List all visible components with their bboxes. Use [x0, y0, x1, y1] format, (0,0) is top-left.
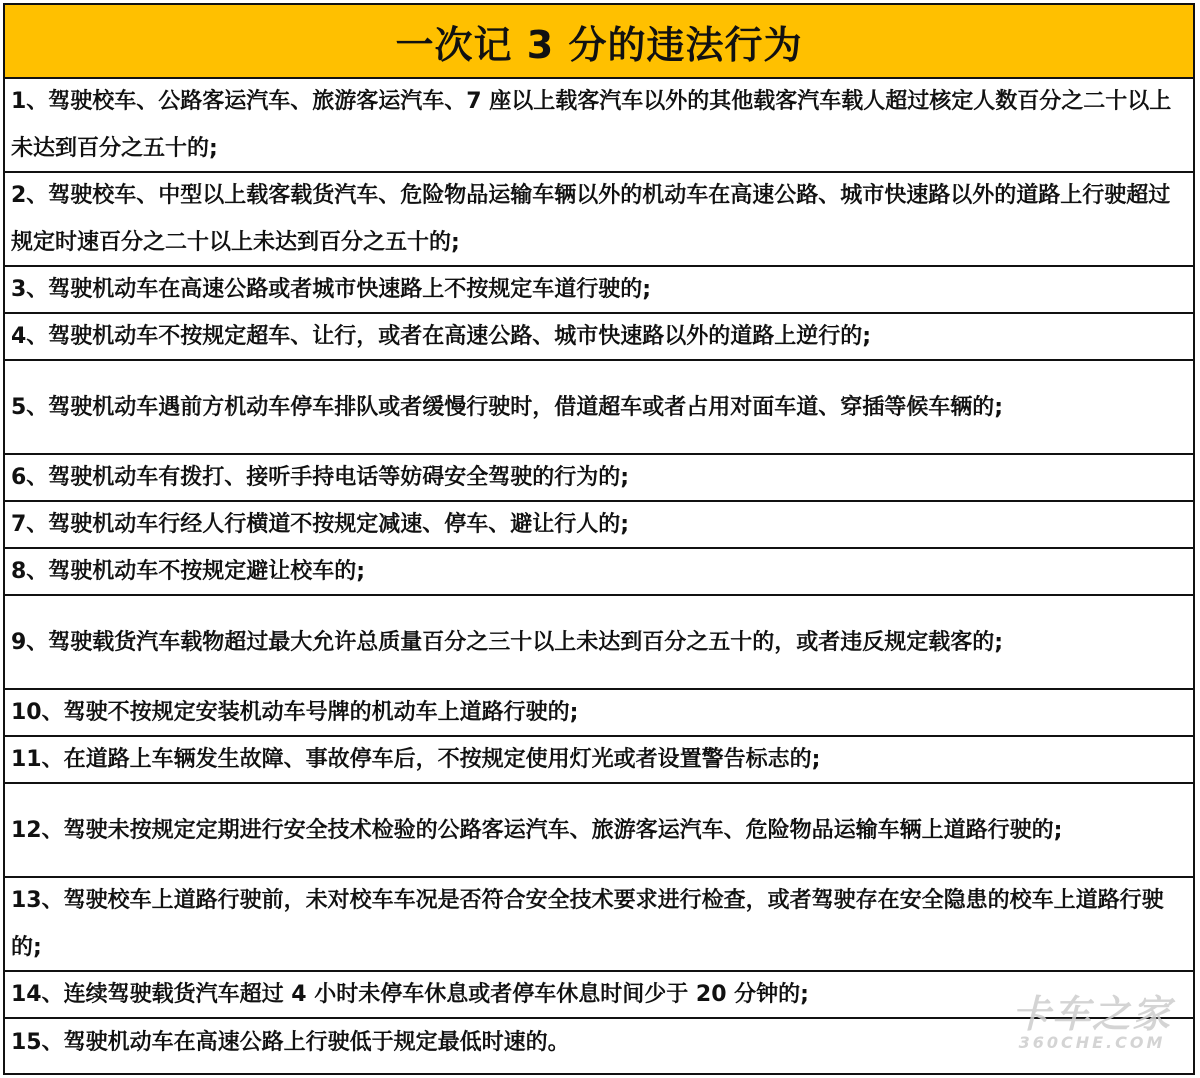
row-text: 4、驾驶机动车不按规定超车、让行，或者在高速公路、城市快速路以外的道路上逆行的; — [11, 324, 872, 349]
row-text: 7、驾驶机动车行经人行横道不按规定减速、停车、避让行人的; — [11, 512, 630, 537]
table-row — [5, 737, 1193, 784]
table-title: 一次记 3 分的违法行为 — [5, 5, 1193, 79]
row-text: 2、驾驶校车、中型以上载客载货汽车、危险物品运输车辆以外的机动车在高速公路、城市快速路以外的道路上行驶超过规定时速百分之二十以上未达到百分之五十的; — [11, 183, 1171, 255]
watermark-logo — [1012, 994, 1172, 1052]
row-text: 10、驾驶不按规定安装机动车号牌的机动车上道路行驶的; — [11, 700, 579, 725]
table-row — [5, 502, 1193, 549]
row-text: 6、驾驶机动车有拨打、接听手持电话等妨碍安全驾驶的行为的; — [11, 465, 630, 490]
violations-table — [3, 3, 1195, 1075]
row-text: 11、在道路上车辆发生故障、事故停车后，不按规定使用灯光或者设置警告标志的; — [11, 747, 821, 772]
table-row — [5, 173, 1193, 267]
table-row — [5, 549, 1193, 596]
table-row — [5, 596, 1193, 690]
row-text: 15、驾驶机动车在高速公路上行驶低于规定最低时速的。 — [11, 1030, 570, 1055]
table-row — [5, 878, 1193, 972]
table-row — [5, 455, 1193, 502]
row-text: 9、驾驶载货汽车载物超过最大允许总质量百分之三十以上未达到百分之五十的，或者违反规定载客的; — [11, 629, 1004, 655]
row-text: 5、驾驶机动车遇前方机动车停车排队或者缓慢行驶时，借道超车或者占用对面车道、穿插等候车辆的; — [11, 394, 1004, 420]
table-row — [5, 361, 1193, 455]
row-text: 1、驾驶校车、公路客运汽车、旅游客运汽车、7 座以上载客汽车以外的其他载客汽车载人超过核定人数百分之二十以上未达到百分之五十的; — [11, 89, 1172, 161]
table-row — [5, 784, 1193, 878]
table-row — [5, 267, 1193, 314]
table-row — [5, 79, 1193, 173]
row-text: 12、驾驶未按规定定期进行安全技术检验的公路客运汽车、旅游客运汽车、危险物品运输车辆上道路行驶的; — [11, 817, 1063, 843]
table-row — [5, 690, 1193, 737]
table-row — [5, 314, 1193, 361]
watermark-main-text: 卡车之家 — [1011, 992, 1172, 1036]
watermark-sub-text: 360CHE.COM — [1018, 1033, 1166, 1052]
row-text: 3、驾驶机动车在高速公路或者城市快速路上不按规定车道行驶的; — [11, 277, 652, 302]
row-text: 8、驾驶机动车不按规定避让校车的; — [11, 559, 366, 584]
row-text: 14、连续驾驶载货汽车超过 4 小时未停车休息或者停车休息时间少于 20 分钟的; — [11, 982, 809, 1007]
row-text: 13、驾驶校车上道路行驶前，未对校车车况是否符合安全技术要求进行检查，或者驾驶存在安全隐患的校车上道路行驶的; — [11, 888, 1164, 960]
